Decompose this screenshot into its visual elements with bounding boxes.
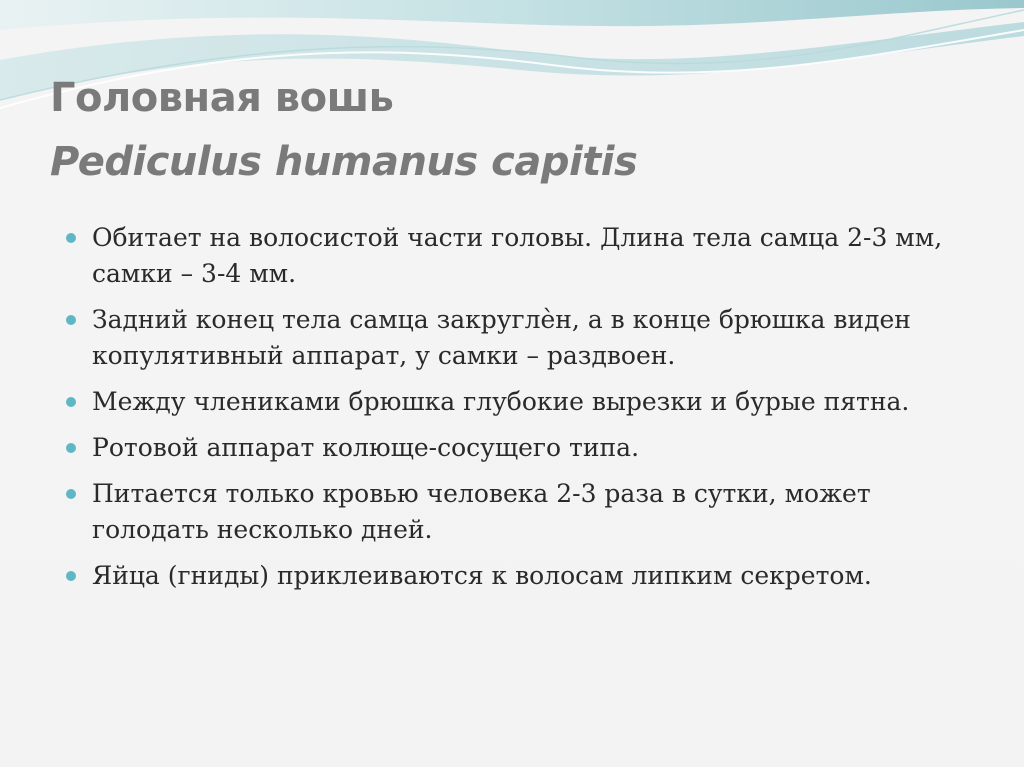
bullet-icon [66, 489, 76, 499]
bullet-text: Яйца (гниды) приклеиваются к волосам липким секретом. [92, 561, 872, 590]
list-item [64, 220, 964, 292]
bullet-icon [66, 571, 76, 581]
title-latin-name: Pediculus humanus capitis [50, 139, 638, 185]
list-item [64, 302, 964, 374]
bullet-text: Между члениками брюшка глубокие вырезки и бурые пятна. [92, 387, 910, 416]
slide-title [50, 66, 990, 194]
bullet-icon [66, 443, 76, 453]
list-item [64, 430, 964, 466]
bullet-list [64, 220, 964, 604]
bullet-text: Ротовой аппарат колюще-сосущего типа. [92, 433, 640, 462]
title-common-name: Головная вошь [50, 75, 394, 121]
bullet-text: Питается только кровью человека 2-3 раза в сутки, может голодать несколько дней. [92, 479, 871, 544]
list-item [64, 558, 964, 594]
list-item [64, 384, 964, 420]
bullet-text: Обитает на волосистой части головы. Длина тела самца 2-3 мм, самки – 3-4 мм. [92, 223, 943, 288]
bullet-text: Задний конец тела самца закруглѐн, а в конце брюшка виден копулятивный аппарат, у самки – раздвоен. [92, 305, 911, 370]
wave-band-top [0, 0, 1024, 30]
list-item [64, 476, 964, 548]
bullet-icon [66, 233, 76, 243]
bullet-icon [66, 315, 76, 325]
bullet-icon [66, 397, 76, 407]
